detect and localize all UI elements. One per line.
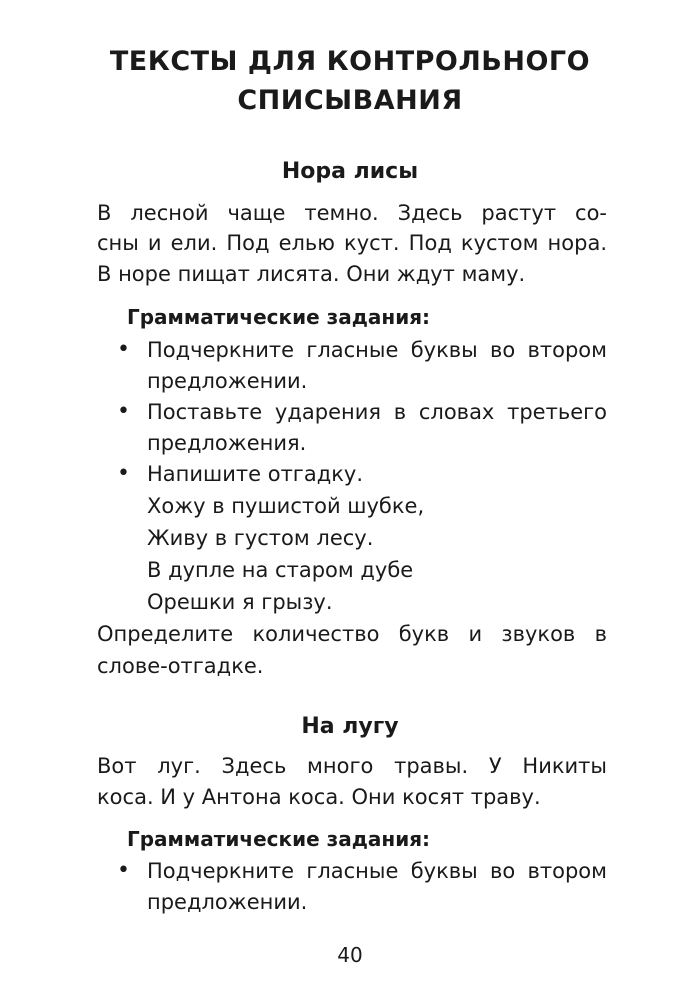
section-1-task-2-line-1: Поставьте ударения в словах третьего (147, 400, 607, 424)
section-2-text-line-1: Вот луг. Здесь много травы. У Никиты (97, 754, 607, 778)
riddle-line-4: Орешки я грызу. (147, 590, 333, 614)
section-1-after-line-1: Определите количество букв и звуков в (97, 622, 607, 646)
page-title-line-1: ТЕКСТЫ ДЛЯ КОНТРОЛЬНОГО (109, 46, 591, 77)
section-1-task-2-line-2: предложения. (147, 431, 307, 455)
section-title-nora-lisy: Нора лисы (281, 159, 419, 184)
section-1-task-3-bullet: • (117, 461, 130, 486)
section-2-tasks-heading: Грамматические задания: (127, 827, 431, 851)
section-2-task-1-bullet: • (117, 858, 130, 883)
riddle-line-1: Хожу в пушистой шубке, (147, 494, 425, 518)
page-title-line-2: СПИСЫВАНИЯ (237, 85, 463, 116)
section-1-task-1-bullet: • (117, 337, 130, 362)
section-1-task-1-line-2: предложении. (147, 369, 308, 393)
section-1-after-line-2: слове-отгадке. (97, 654, 264, 678)
section-1-text-line-1: В лесной чаще темно. Здесь растут со- (97, 201, 607, 225)
section-1-task-2-bullet: • (117, 399, 130, 424)
riddle-line-3: В дупле на старом дубе (147, 558, 414, 582)
page-number: 40 (337, 943, 363, 967)
section-1-task-3-line-1: Напишите отгадку. (147, 462, 364, 486)
section-2-task-1-line-1: Подчеркните гласные буквы во втором (147, 859, 607, 883)
section-1-task-1-line-1: Подчеркните гласные буквы во втором (147, 338, 607, 362)
section-2-text-line-2: коса. И у Антона коса. Они косят траву. (97, 785, 541, 809)
riddle-line-2: Живу в густом лесу. (147, 526, 374, 550)
section-title-na-lugu: На лугу (301, 714, 399, 739)
section-1-text-line-2: сны и ели. Под елью куст. Под кустом нора. (97, 231, 607, 255)
section-1-text-line-3: В норе пищат лисята. Они ждут маму. (97, 262, 526, 286)
section-2-task-1-line-2: предложении. (147, 890, 308, 914)
section-1-tasks-heading: Грамматические задания: (127, 305, 431, 329)
